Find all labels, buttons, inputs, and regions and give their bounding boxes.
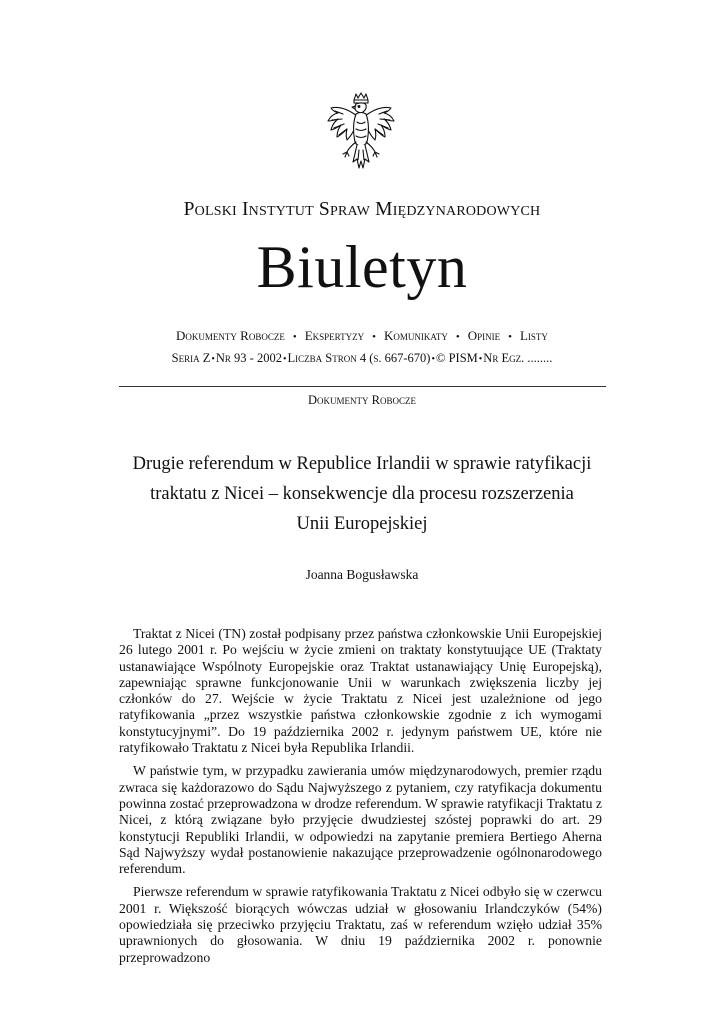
paragraph: Pierwsze referendum w sprawie ratyfikowania Traktatu z Nicei odbyło się w czerwcu 2001 r. Większość biorących wówczas udział w głosowaniu Irlandczyków (54%) opowiedziała się przeciwko przyjęciu Traktatu, zaś w referendum wzięło udział 35% uprawnionych do głosowania. W dniu 19 października 2002 r. ponownie przeprowadzono: [119, 884, 602, 965]
page-count: Liczba Stron 4 (s. 667-670): [287, 351, 431, 365]
paragraph: Traktat z Nicei (TN) został podpisany przez państwa członkowskie Unii Europejskiej 26 lutego 2001 r. Po wejściu w życie zmieni on traktaty konstytuujące UE (Traktaty ustanawiające Wspólnoty Europejskie oraz Traktat ustanawiający Unię Europejską), zapewniając sprawne funkcjonowanie Unii w warunkach zwiększenia liczby jej członków do 27. Wejście w życie Traktatu z Nicei jest uzależnione od jego ratyfikowania „przez wszystkie państwa członkowskie zgodnie z ich wymogami konstytucyjnymi”. Do 19 października 2002 r. jedynym państwem UE, które nie ratyfikowało Traktatu z Nicei była Republika Irlandii.: [119, 626, 602, 756]
issue-number: Nr 93 - 2002: [215, 351, 282, 365]
institute-name: Polski Instytut Spraw Międzynarodowych: [183, 199, 541, 220]
paragraph: W państwie tym, w przypadku zawierania umów międzynarodowych, premier rządu zwraca się każdorazowo do Sądu Najwyższego z pytaniem, czy ratyfikacja dokumentu powinna zostać przeprowadzona w drodze referendum. W sprawie ratyfikacji Traktatu z Nicei, z którą związane było przyjęcie dwudziestej szóstej poprawki do art. 29 konstytucji Republiki Irlandii, w odpowiedzi na zapytanie premiera Bertiego Aherna Sąd Najwyższy wydał postanowienie nakazujące przeprowadzenie ogólnonarodowego referendum.: [119, 763, 602, 877]
title-line: traktatu z Nicei – konsekwencje dla procesu rozszerzenia: [150, 484, 574, 504]
bullet-separator: •: [431, 354, 435, 365]
bullet-separator: •: [478, 354, 483, 365]
eagle-emblem-icon: [323, 92, 399, 174]
title-line: Unii Europejskiej: [296, 514, 428, 534]
masthead-title: Biuletyn: [256, 234, 468, 300]
document-title: [120, 449, 604, 539]
copyright: © PISM: [435, 351, 478, 365]
header-divider: [119, 386, 606, 387]
copy-number: Nr Egz. ........: [483, 351, 553, 365]
document-type: Dokumenty Robocze: [308, 393, 416, 407]
section-item: Opinie: [467, 328, 501, 343]
section-item: Ekspertyzy: [304, 328, 365, 343]
section-item: Komunikaty: [383, 328, 448, 343]
bullet-separator: •: [282, 354, 287, 365]
bullet-separator: •: [372, 331, 376, 343]
bullet-separator: •: [211, 354, 215, 365]
series-label: Seria Z: [171, 351, 211, 365]
author-name: Joanna Bogusławska: [305, 567, 419, 582]
series-line: [0, 351, 724, 366]
title-line: Drugie referendum w Republice Irlandii w sprawie ratyfikacji: [132, 454, 592, 474]
section-list: [0, 328, 724, 344]
body-text: [119, 626, 602, 973]
bullet-separator: •: [508, 331, 512, 343]
section-item: Listy: [519, 328, 548, 343]
bullet-separator: •: [292, 331, 297, 343]
section-item: Dokumenty Robocze: [176, 328, 285, 343]
bullet-separator: •: [455, 331, 460, 343]
